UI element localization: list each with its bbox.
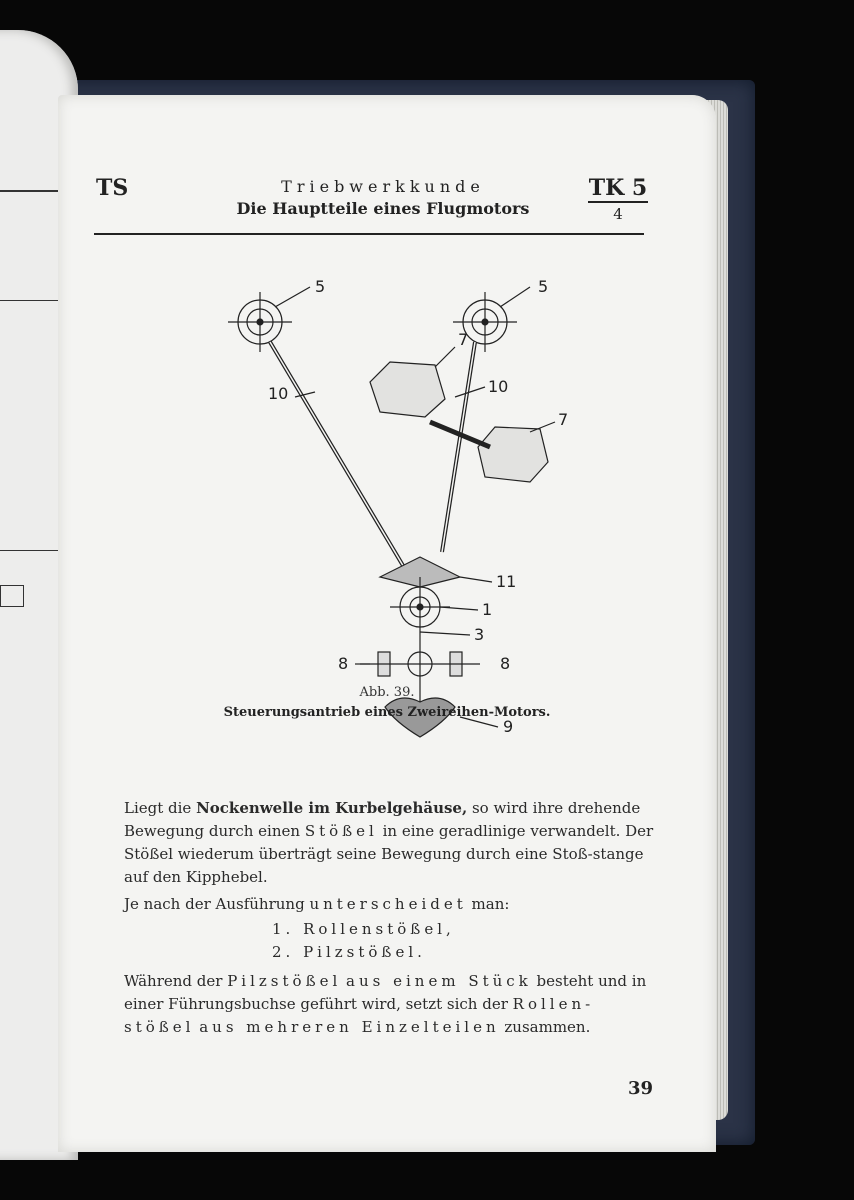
figure-caption: Steuerungsantrieb eines Zweireihen-Motors. — [223, 705, 551, 720]
text-spaced: aus einem Stück — [346, 972, 532, 990]
paragraph-2 — [124, 893, 664, 916]
text-run: so wird ihre drehende Bewegung durch einen — [124, 799, 641, 840]
header-rule — [94, 233, 644, 235]
text-spaced: aus mehreren Einzelteilen — [199, 1018, 500, 1036]
text-spaced: Rollen-stößel — [124, 995, 595, 1036]
cylinder-block-right — [478, 427, 548, 482]
list-text: 1. Rollenstößel, — [272, 920, 455, 938]
paragraph-1 — [124, 797, 664, 889]
header-left-code: TS — [96, 175, 129, 201]
header-topic: Triebwerkkunde — [281, 177, 485, 196]
text-spaced: unterscheidet — [309, 895, 467, 913]
list-item-2 — [124, 941, 664, 964]
text-run: in eine geradlinige verwandelt. Der Stößel wiederum überträgt seine Bewegung durch eine Stoß-stange auf den Kipphebel. — [124, 822, 654, 886]
left-page-rule — [0, 585, 24, 607]
figure-number: Abb. 39. — [359, 685, 415, 700]
text-run: Liegt die — [124, 799, 197, 817]
header-title: Die Hauptteile eines Flugmotors — [236, 199, 530, 218]
text-run: Während der — [124, 972, 228, 990]
page-number: 39 — [628, 1078, 654, 1099]
header-center — [198, 177, 568, 218]
label-3: 3 — [474, 625, 485, 644]
text-spaced: Stößel — [304, 822, 378, 840]
book-page — [58, 95, 716, 1152]
label-5-left: 5 — [315, 277, 326, 296]
cylinder-block-left — [370, 362, 445, 417]
body-text — [124, 797, 664, 1039]
left-page-rule — [0, 300, 65, 301]
label-8-right: 8 — [500, 654, 511, 673]
label-11: 11 — [496, 572, 517, 591]
list-item-1 — [124, 918, 664, 941]
text-run: man: — [466, 895, 510, 913]
label-9: 9 — [503, 717, 514, 736]
label-8-left: 8 — [338, 654, 349, 673]
label-7-right: 7 — [558, 410, 569, 429]
text-run: zusammen. — [499, 1018, 591, 1036]
label-1: 1 — [482, 600, 493, 619]
label-10-left: 10 — [268, 384, 289, 403]
header-right-code: TK 5 — [588, 175, 648, 201]
label-7-left: 7 — [458, 330, 469, 349]
header-right — [588, 175, 648, 223]
text-spaced: Pilzstößel — [227, 972, 342, 990]
text-run: Je nach der Ausführung — [124, 895, 310, 913]
label-5-right: 5 — [538, 277, 549, 296]
paragraph-3 — [124, 970, 664, 1039]
text-run: besteht und in einer Führungsbuchse geführt wird, setzt sich der — [124, 972, 647, 1013]
text-bold: Nockenwelle im Kurbelgehäuse, — [196, 799, 468, 817]
label-10-right: 10 — [488, 377, 509, 396]
header-right-sub: 4 — [613, 205, 623, 223]
list-text: 2. Pilzstößel. — [272, 943, 426, 961]
